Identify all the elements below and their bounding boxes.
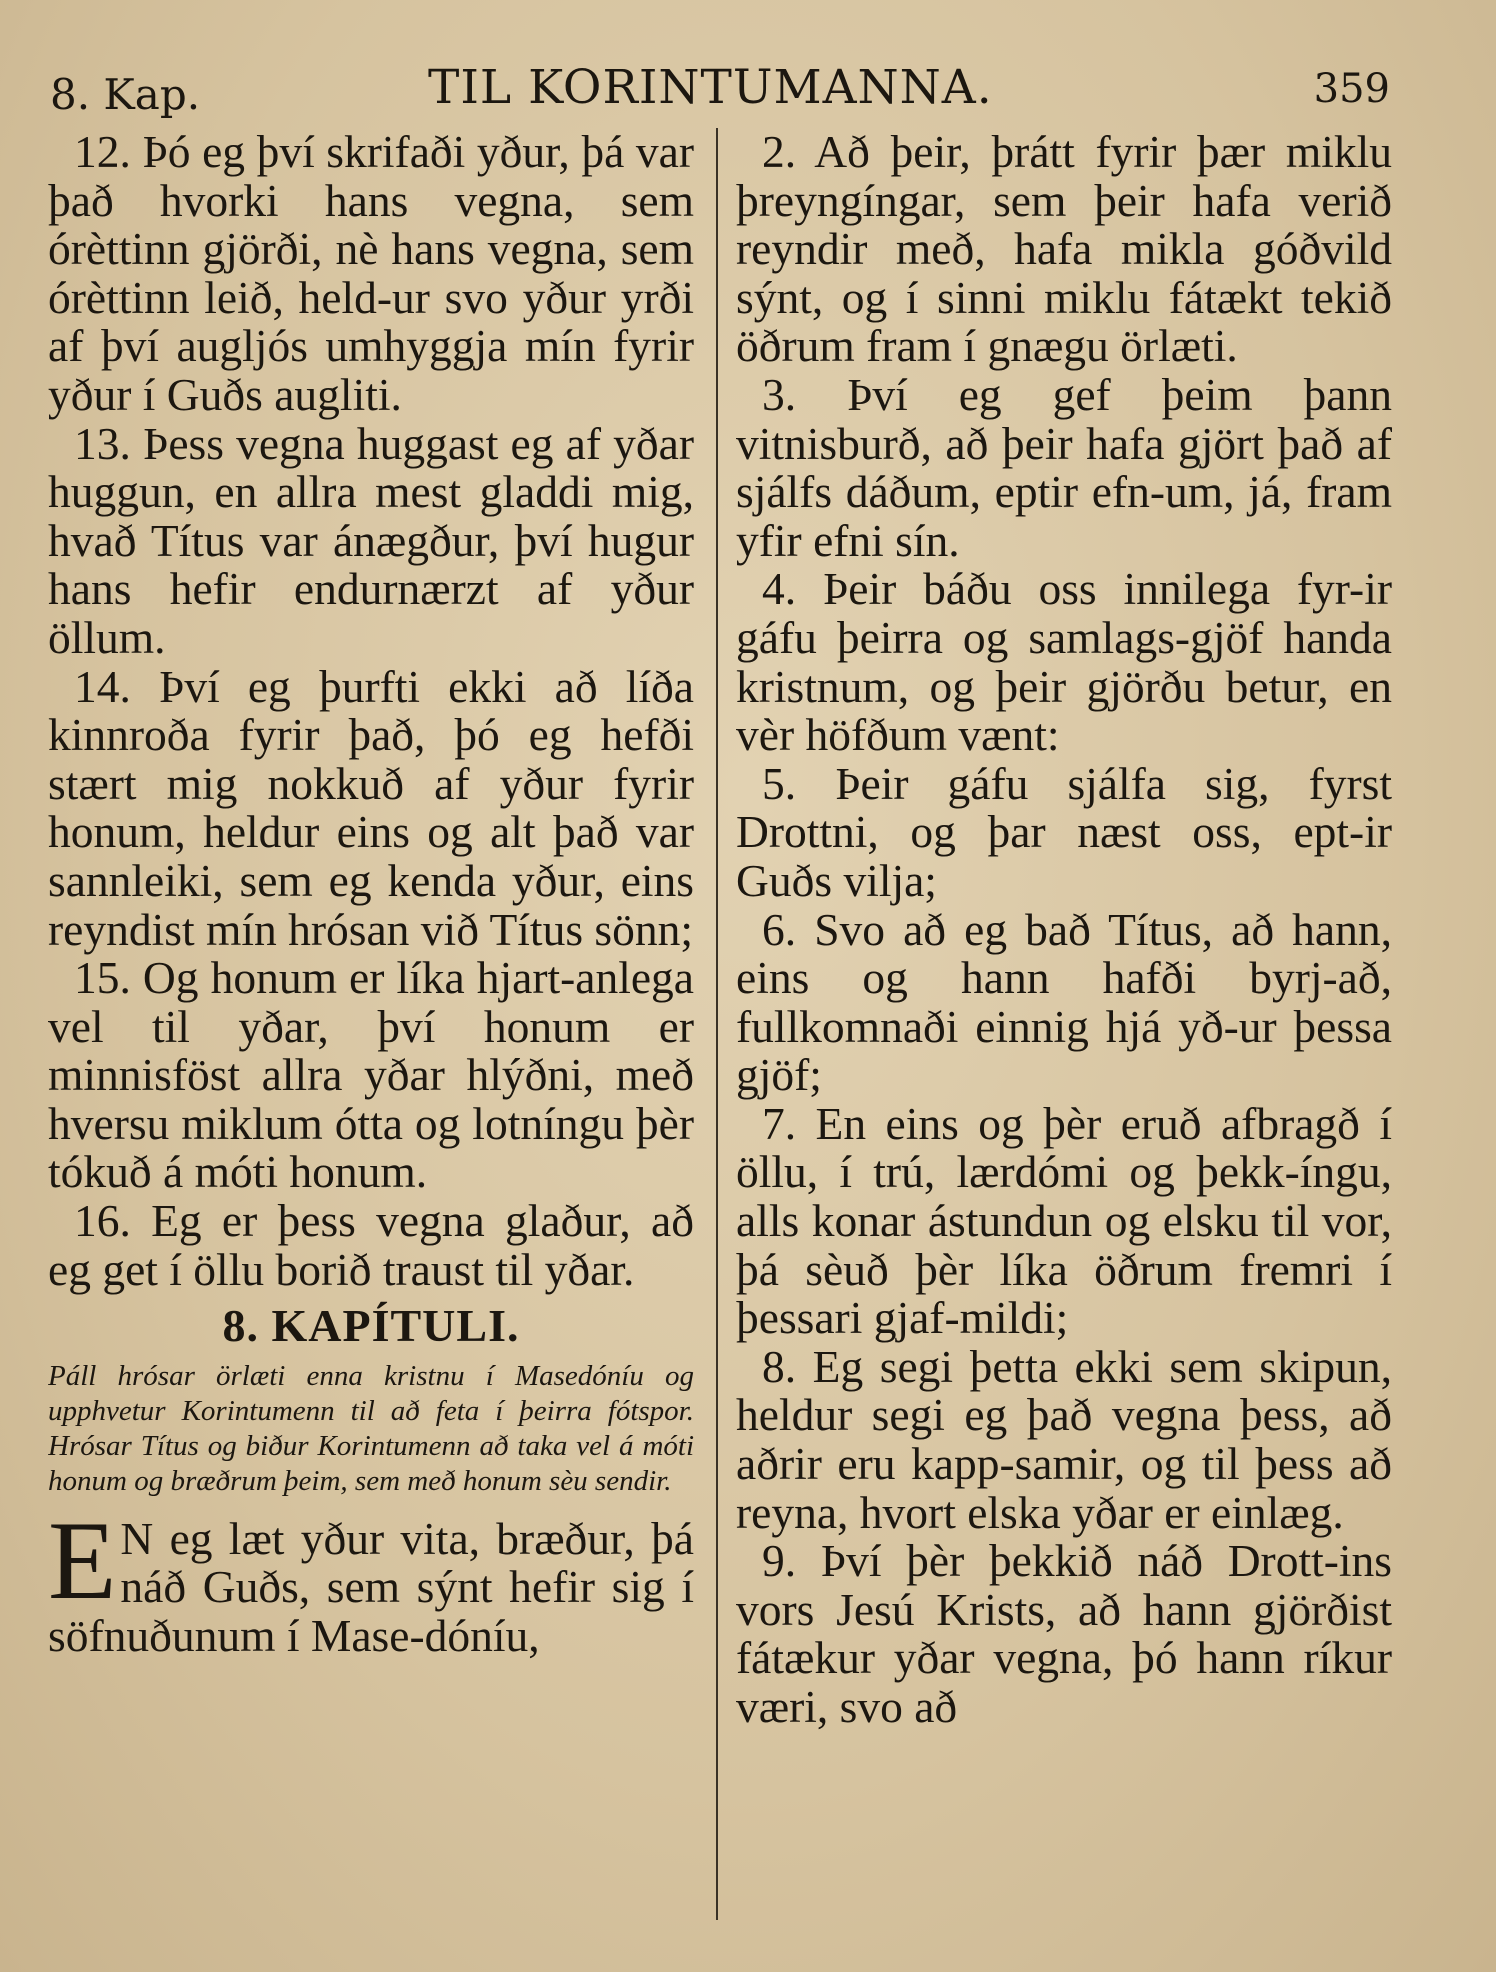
left-column bbox=[48, 128, 694, 1928]
verse-6: 6. Svo að eg bað Títus, að hann, eins og hann hafði byrj-að, fullkomnaði einnig hjá yð-ur þessa gjöf; bbox=[736, 903, 1392, 1101]
verse-2: 2. Að þeir, þrátt fyrir þær miklu þreyngíngar, sem þeir hafa verið reyndir með, hafa mikla góðvild sýnt, og í sinni miklu fátækt tekið öðrum fram í gnægu örlæti. bbox=[736, 128, 1392, 372]
chapter-label: 8. Kap. bbox=[50, 70, 201, 119]
running-header bbox=[50, 60, 1390, 120]
verse-8: 8. Eg segi þetta ekki sem skipun, heldur segi eg það vegna þess, að aðrir eru kapp-samir, og til þess að reyna, hvort elska yðar er einlæg. bbox=[736, 1340, 1392, 1538]
verse-4: 4. Þeir báðu oss innilega fyr-ir gáfu þeirra og samlags-gjöf handa kristnum, og þeir gjörðu betur, en vèr höfðum vænt: bbox=[736, 563, 1392, 761]
verse-3: 3. Því eg gef þeim þann vitnisburð, að þeir hafa gjört það af sjálfs dáðum, eptir efn-um, já, fram yfir efni sín. bbox=[736, 368, 1392, 566]
verse-7: 7. En eins og þèr eruð afbragð í öllu, í trú, lærdómi og þekk-íngu, alls konar ástundun og elsku til vor, þá sèuð þèr líka öðrum fremri í þessari gjaf-mildi; bbox=[736, 1097, 1392, 1344]
running-title: TIL KORINTUMANNA. bbox=[428, 60, 993, 115]
drop-cap: E bbox=[48, 1498, 117, 1623]
verse-13: 13. Þess vegna huggast eg af yðar huggun, en allra mest gladdi mig, hvað Títus var ánægður, því hugur hans hefir endurnærzt af yður öllum. bbox=[48, 417, 694, 663]
verse-5: 5. Þeir gáfu sjálfa sig, fyrst Drottni, og þar næst oss, ept-ir Guðs vilja; bbox=[736, 757, 1392, 906]
verse-12: 12. Þó eg því skrifaði yður, þá var það hvorki hans vegna, sem órèttinn gjörði, nè hans vegna, sem órèttinn leið, held-ur svo yður yrði af því augljós umhyggja mín fyrir yður í Guðs augliti. bbox=[48, 128, 694, 420]
verse-9: 9. Því þèr þekkið náð Drott-ins vors Jesú Krists, að hann gjörðist fátækur yðar vegna, þó hann ríkur væri, svo að bbox=[736, 1535, 1392, 1732]
chapter-summary: Páll hrósar örlæti enna kristnu í Masedóníu og upphvetur Korintumenn til að feta í þeirra fótspor. Hrósar Títus og biður Korintumenn að taka vel á móti honum og bræðrum þeim, sem með honum sèu sendir. bbox=[48, 1359, 694, 1497]
chapter-heading: 8. KAPÍTULI. bbox=[222, 1300, 520, 1352]
verse-16: 16. Eg er þess vegna glaður, að eg get í öllu borið traust til yðar. bbox=[48, 1195, 694, 1295]
verse-15: 15. Og honum er líka hjart-anlega vel til yðar, því honum er minnisföst allra yðar hlýðni, með hversu miklum ótta og lotníngu þèr tókuð á móti honum. bbox=[48, 952, 694, 1198]
chapter-opening bbox=[48, 1498, 694, 1662]
right-column bbox=[736, 128, 1392, 1928]
page-number: 359 bbox=[1313, 66, 1390, 112]
verse-14: 14. Því eg þurfti ekki að líða kinnroða fyrir það, þó eg hefði stært mig nokkuð af yður fyrir honum, heldur eins og alt það var sannleiki, sem eg kenda yður, eins reyndist mín hrósan við Títus sönn; bbox=[48, 660, 694, 955]
column-divider bbox=[716, 128, 718, 1920]
opening-text: N eg læt yður vita, bræður, þá náð Guðs, sem sýnt hefir sig í söfnuðunum í Mase-dóníu, bbox=[48, 1512, 694, 1662]
